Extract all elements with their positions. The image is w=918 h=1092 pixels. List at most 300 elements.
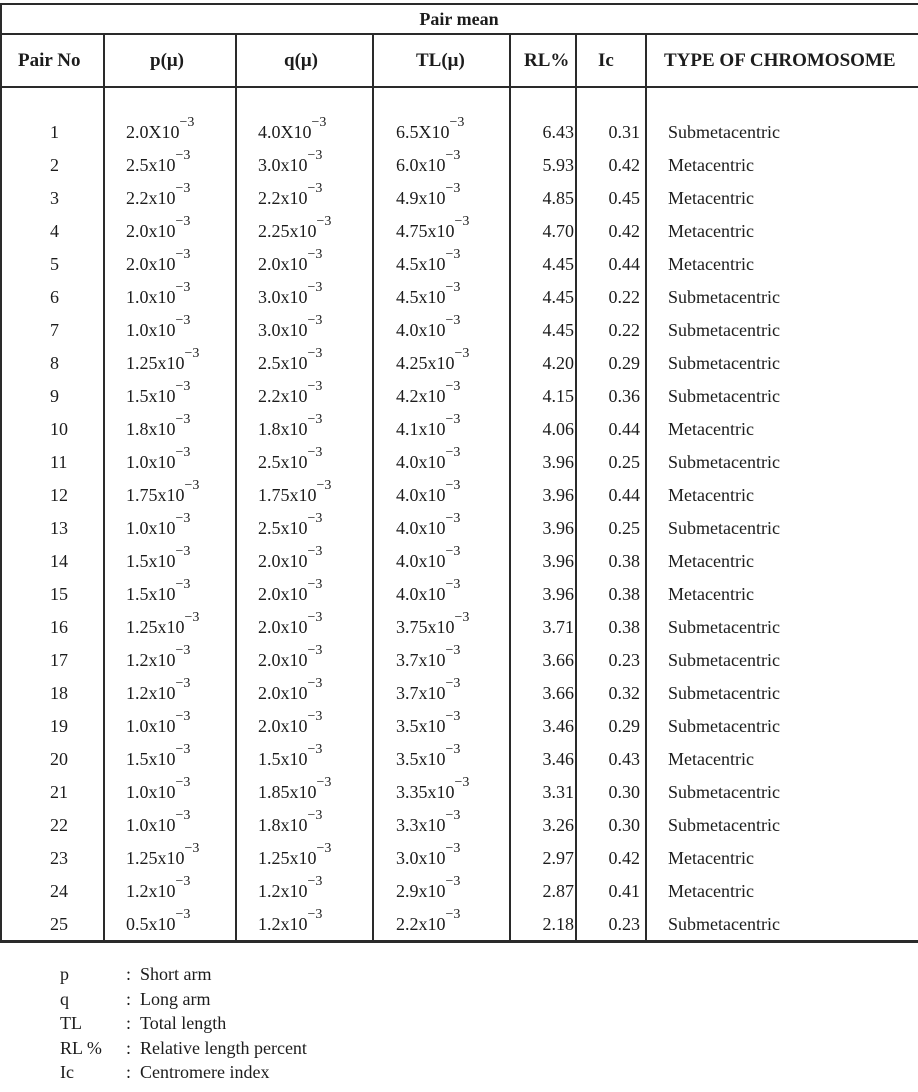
cell-pair-no [50,310,80,343]
cell-type-value: Metacentric [668,485,754,505]
cell-ic [580,310,640,343]
cell-pair-no-value: 9 [50,386,59,406]
cell-p [126,244,231,277]
cell-pair-no-value: 2 [50,155,59,175]
cell-ic-value: 0.29 [608,353,640,373]
cell-type-value: Submetacentric [668,716,780,736]
cell-pair-no-value: 19 [50,716,68,736]
cell-rl [514,244,574,277]
cell-rl [514,277,574,310]
cell-type-value: Metacentric [668,848,754,868]
exponent: −3 [445,181,461,196]
cell-rl-value: 2.18 [542,914,574,934]
cell-ic [580,739,640,772]
cell-type [668,409,914,442]
table-row [0,475,918,508]
cell-p [126,607,231,640]
table-row [0,541,918,574]
cell-type [668,772,914,805]
cell-rl [514,310,574,343]
cell-rl [514,508,574,541]
cell-ic-value: 0.36 [608,386,640,406]
exponent: −3 [175,412,191,427]
cell-type [668,904,914,937]
cell-tl [396,673,508,706]
cell-ic-value: 0.42 [608,155,640,175]
legend-desc: Short arm [140,964,212,984]
cell-ic-value: 0.23 [608,650,640,670]
cell-q [258,541,370,574]
cell-tl [396,508,508,541]
cell-p-value: 1.2x10 [126,683,176,703]
header-rl: RL% [524,50,570,71]
cell-pair-no [50,739,80,772]
cell-ic-value: 0.38 [608,584,640,604]
cell-p [126,673,231,706]
table-row [0,310,918,343]
exponent: −3 [307,709,323,724]
exponent: −3 [184,841,200,856]
cell-ic [580,442,640,475]
cell-rl [514,112,574,145]
cell-q [258,277,370,310]
cell-q-value: 2.5x10 [258,353,308,373]
cell-type [668,277,914,310]
cell-p [126,475,231,508]
cell-ic [580,376,640,409]
table-row [0,112,918,145]
cell-q-value: 2.0x10 [258,617,308,637]
cell-type-value: Submetacentric [668,287,780,307]
exponent: −3 [445,676,461,691]
exponent: −3 [445,643,461,658]
cell-p [126,508,231,541]
cell-type-value: Submetacentric [668,782,780,802]
exponent: −3 [175,148,191,163]
table-row [0,805,918,838]
cell-pair-no [50,607,80,640]
cell-ic-value: 0.30 [608,782,640,802]
cell-rl-value: 2.87 [542,881,574,901]
header-p: p(μ) [150,50,184,71]
cell-p [126,640,231,673]
cell-pair-no-value: 20 [50,749,68,769]
exponent: −3 [316,775,332,790]
cell-type-value: Metacentric [668,749,754,769]
exponent: −3 [175,676,191,691]
cell-rl [514,904,574,937]
exponent: −3 [184,610,200,625]
exponent: −3 [179,115,195,130]
legend-desc: Centromere index [140,1062,270,1082]
cell-tl-value: 3.75x10 [396,617,455,637]
cell-pair-no-value: 3 [50,188,59,208]
cell-pair-no [50,244,80,277]
exponent: −3 [454,214,470,229]
cell-tl-value: 3.5x10 [396,749,446,769]
cell-pair-no [50,376,80,409]
cell-pair-no-value: 8 [50,353,59,373]
cell-p-value: 1.0x10 [126,518,176,538]
cell-pair-no-value: 12 [50,485,68,505]
cell-pair-no [50,343,80,376]
cell-ic [580,607,640,640]
cell-pair-no [50,673,80,706]
cell-q-value: 1.8x10 [258,419,308,439]
table-row [0,508,918,541]
cell-pair-no-value: 13 [50,518,68,538]
cell-ic-value: 0.32 [608,683,640,703]
exponent: −3 [175,280,191,295]
cell-type [668,442,914,475]
cell-rl-value: 4.70 [542,221,574,241]
exponent: −3 [454,775,470,790]
cell-tl-value: 4.0x10 [396,518,446,538]
cell-q-value: 2.2x10 [258,188,308,208]
cell-type-value: Submetacentric [668,617,780,637]
exponent: −3 [445,709,461,724]
cell-q [258,244,370,277]
exponent: −3 [445,313,461,328]
header-ic: Ic [598,50,614,71]
cell-pair-no [50,112,80,145]
cell-rl [514,838,574,871]
cell-p [126,739,231,772]
table-row [0,211,918,244]
cell-pair-no-value: 16 [50,617,68,637]
cell-tl [396,211,508,244]
cell-ic-value: 0.44 [608,419,640,439]
cell-tl [396,574,508,607]
cell-rl-value: 4.06 [542,419,574,439]
cell-p [126,409,231,442]
exponent: −3 [175,742,191,757]
cell-pair-no [50,508,80,541]
cell-type [668,673,914,706]
cell-p [126,805,231,838]
table-row [0,178,918,211]
cell-rl [514,772,574,805]
cell-type [668,178,914,211]
cell-q-value: 1.25x10 [258,848,317,868]
table-row [0,706,918,739]
cell-ic-value: 0.29 [608,716,640,736]
cell-tl-value: 3.0x10 [396,848,446,868]
exponent: −3 [316,214,332,229]
exponent: −3 [175,643,191,658]
legend-abbr: p [60,964,69,984]
cell-p-value: 1.5x10 [126,584,176,604]
cell-p-value: 1.0x10 [126,452,176,472]
cell-ic [580,706,640,739]
cell-ic-value: 0.42 [608,848,640,868]
cell-rl-value: 6.43 [542,122,574,142]
table-row [0,640,918,673]
cell-p-value: 1.25x10 [126,617,185,637]
cell-ic-value: 0.41 [608,881,640,901]
cell-pair-no [50,475,80,508]
cell-rl [514,739,574,772]
cell-tl-value: 2.9x10 [396,881,446,901]
exponent: −3 [175,907,191,922]
cell-ic [580,343,640,376]
cell-q [258,112,370,145]
cell-tl-value: 3.7x10 [396,650,446,670]
cell-tl-value: 4.9x10 [396,188,446,208]
cell-ic-value: 0.25 [608,452,640,472]
legend-sep: : [126,964,132,984]
exponent: −3 [445,907,461,922]
cell-rl-value: 3.96 [542,452,574,472]
cell-rl-value: 3.46 [542,749,574,769]
exponent: −3 [175,808,191,823]
exponent: −3 [175,214,191,229]
cell-ic [580,838,640,871]
table-row [0,904,918,937]
cell-ic [580,277,640,310]
exponent: −3 [307,742,323,757]
cell-q-value: 1.2x10 [258,881,308,901]
exponent: −3 [307,412,323,427]
cell-q-value: 3.0x10 [258,320,308,340]
cell-type-value: Submetacentric [668,122,780,142]
cell-pair-no [50,805,80,838]
cell-type-value: Metacentric [668,419,754,439]
cell-ic [580,409,640,442]
exponent: −3 [445,379,461,394]
cell-q [258,640,370,673]
cell-rl [514,805,574,838]
legend-sep: : [126,988,132,1009]
cell-rl-value: 3.26 [542,815,574,835]
cell-p-value: 2.0x10 [126,254,176,274]
table-row [0,574,918,607]
table-row [0,145,918,178]
exponent: −3 [307,346,323,361]
exponent: −3 [184,346,200,361]
cell-ic-value: 0.30 [608,815,640,835]
cell-type [668,805,914,838]
cell-tl [396,112,508,145]
cell-pair-no [50,772,80,805]
cell-rl-value: 4.15 [542,386,574,406]
cell-q-value: 2.0x10 [258,254,308,274]
legend-sep: : [126,1037,132,1058]
exponent: −3 [175,511,191,526]
header-type: TYPE OF CHROMOSOME [664,50,896,71]
cell-type-value: Submetacentric [668,815,780,835]
cell-tl [396,904,508,937]
cell-q-value: 2.0x10 [258,650,308,670]
exponent: −3 [175,544,191,559]
cell-ic-value: 0.44 [608,485,640,505]
cell-rl [514,475,574,508]
cell-rl [514,343,574,376]
cell-rl [514,541,574,574]
cell-ic [580,805,640,838]
exponent: −3 [307,280,323,295]
cell-tl [396,871,508,904]
cell-pair-no-value: 18 [50,683,68,703]
cell-ic-value: 0.25 [608,518,640,538]
cell-tl-value: 3.7x10 [396,683,446,703]
cell-type-value: Metacentric [668,881,754,901]
cell-type [668,706,914,739]
cell-p [126,277,231,310]
cell-q [258,607,370,640]
cell-type-value: Submetacentric [668,353,780,373]
cell-q-value: 1.85x10 [258,782,317,802]
cell-tl [396,178,508,211]
cell-type-value: Submetacentric [668,452,780,472]
table-row [0,871,918,904]
cell-ic-value: 0.38 [608,551,640,571]
cell-tl [396,772,508,805]
cell-tl [396,838,508,871]
cell-rl-value: 4.45 [542,287,574,307]
cell-rl-value: 4.85 [542,188,574,208]
cell-pair-no-value: 25 [50,914,68,934]
cell-type-value: Metacentric [668,551,754,571]
cell-q [258,376,370,409]
cell-rl-value: 4.20 [542,353,574,373]
cell-p [126,838,231,871]
cell-q [258,145,370,178]
cell-pair-no-value: 6 [50,287,59,307]
exponent: −3 [445,841,461,856]
cell-pair-no-value: 4 [50,221,59,241]
cell-ic [580,673,640,706]
cell-tl-value: 4.1x10 [396,419,446,439]
cell-pair-no [50,574,80,607]
exponent: −3 [445,412,461,427]
cell-p-value: 1.0x10 [126,287,176,307]
cell-q [258,343,370,376]
table-row [0,409,918,442]
exponent: −3 [316,478,332,493]
cell-pair-no-value: 22 [50,815,68,835]
cell-type [668,541,914,574]
cell-rl-value: 4.45 [542,254,574,274]
cell-tl-value: 4.0x10 [396,320,446,340]
cell-p [126,178,231,211]
cell-ic-value: 0.42 [608,221,640,241]
cell-p-value: 2.2x10 [126,188,176,208]
cell-tl-value: 4.5x10 [396,287,446,307]
exponent: −3 [454,610,470,625]
cell-pair-no-value: 1 [50,122,59,142]
cell-rl [514,574,574,607]
cell-tl-value: 4.0x10 [396,551,446,571]
cell-rl-value: 3.96 [542,518,574,538]
cell-type [668,211,914,244]
cell-p [126,343,231,376]
cell-q [258,508,370,541]
cell-ic [580,871,640,904]
cell-tl-value: 6.0x10 [396,155,446,175]
cell-tl [396,739,508,772]
cell-ic-value: 0.23 [608,914,640,934]
cell-type-value: Submetacentric [668,650,780,670]
cell-rl-value: 3.96 [542,485,574,505]
cell-tl [396,376,508,409]
cell-type-value: Submetacentric [668,683,780,703]
exponent: −3 [307,874,323,889]
cell-ic-value: 0.43 [608,749,640,769]
cell-p [126,112,231,145]
cell-tl [396,640,508,673]
exponent: −3 [445,280,461,295]
exponent: −3 [307,148,323,163]
cell-p [126,541,231,574]
cell-q-value: 1.2x10 [258,914,308,934]
exponent: −3 [175,379,191,394]
cell-rl [514,442,574,475]
exponent: −3 [307,544,323,559]
cell-tl-value: 4.0x10 [396,485,446,505]
rule-bottom [0,940,918,943]
cell-q-value: 2.0x10 [258,584,308,604]
cell-p [126,772,231,805]
cell-p [126,376,231,409]
cell-p [126,904,231,937]
cell-rl-value: 3.96 [542,551,574,571]
exponent: −3 [175,181,191,196]
cell-type [668,739,914,772]
cell-rl [514,640,574,673]
header-pair-no: Pair No [18,50,81,71]
cell-type-value: Metacentric [668,254,754,274]
cell-p-value: 2.0X10 [126,122,180,142]
legend-sep: : [126,1062,132,1082]
cell-tl [396,244,508,277]
exponent: −3 [445,544,461,559]
cell-type [668,343,914,376]
cell-pair-no-value: 21 [50,782,68,802]
cell-q [258,772,370,805]
cell-type [668,244,914,277]
rule-header [0,86,918,88]
table-row [0,343,918,376]
cell-tl-value: 4.0x10 [396,584,446,604]
cell-q [258,904,370,937]
cell-q [258,805,370,838]
cell-tl-value: 6.5X10 [396,122,450,142]
cell-p-value: 1.5x10 [126,551,176,571]
exponent: −3 [175,577,191,592]
cell-p-value: 2.0x10 [126,221,176,241]
cell-pair-no [50,277,80,310]
cell-tl-value: 4.75x10 [396,221,455,241]
cell-ic-value: 0.31 [608,122,640,142]
cell-q [258,211,370,244]
cell-ic [580,244,640,277]
cell-pair-no [50,871,80,904]
cell-rl [514,607,574,640]
cell-rl-value: 3.96 [542,584,574,604]
exponent: −3 [307,379,323,394]
cell-pair-no [50,838,80,871]
cell-p-value: 1.0x10 [126,815,176,835]
cell-type [668,475,914,508]
cell-rl-value: 3.46 [542,716,574,736]
cell-q-value: 2.0x10 [258,716,308,736]
exponent: −3 [307,676,323,691]
cell-p [126,211,231,244]
cell-rl-value: 3.66 [542,683,574,703]
cell-ic [580,508,640,541]
table-row [0,673,918,706]
